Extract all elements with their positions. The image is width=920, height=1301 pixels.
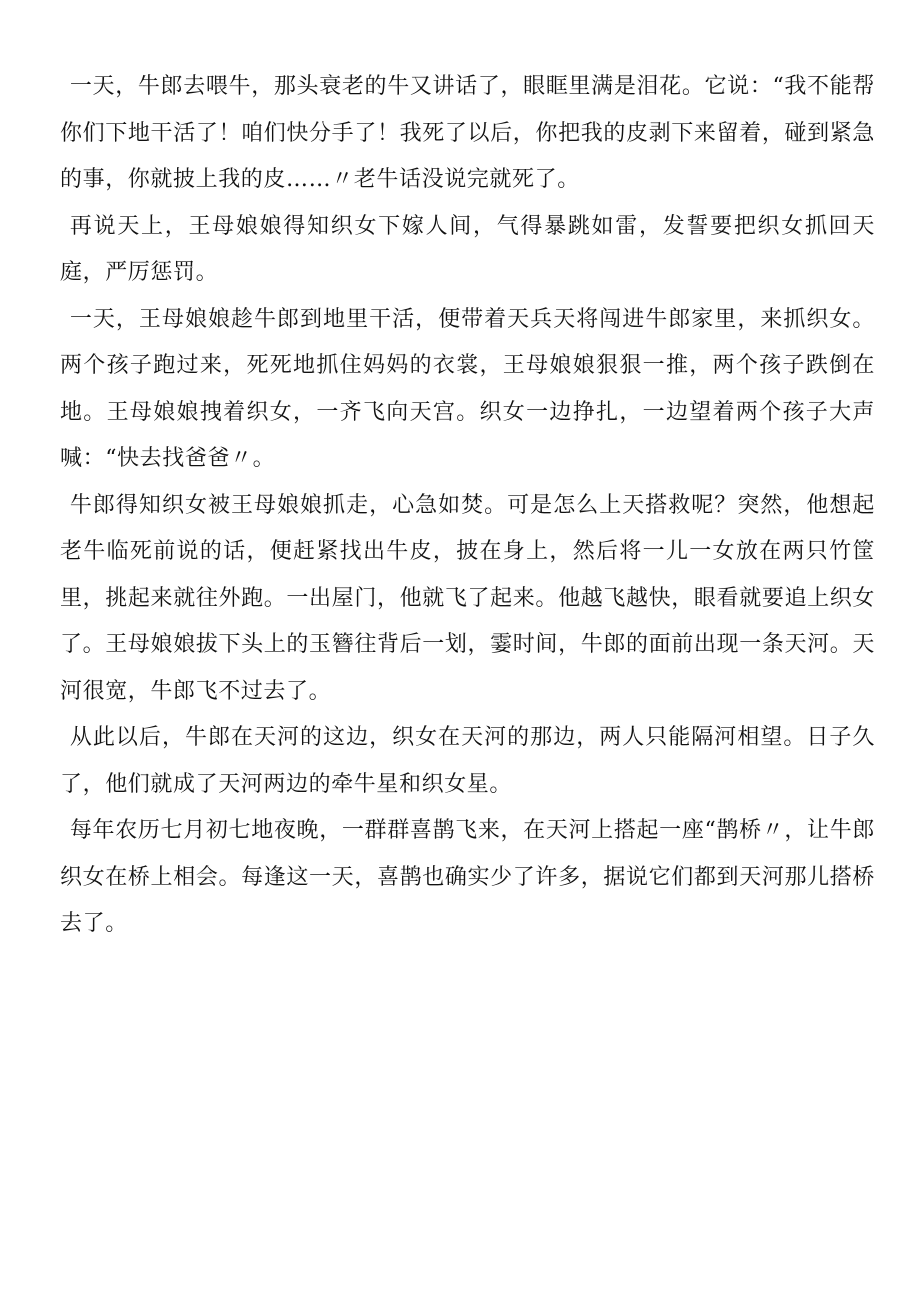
- paragraph-old-ox-dies: 一天，牛郎去喂牛，那头衰老的牛又讲话了，眼眶里满是泪花。它说：“我不能帮你们下地干活了！咱们快分手了！我死了以后，你把我的皮剥下来留着，碰到紧急的事，你就披上我的皮……〃老牛话没说完就死了。: [60, 74, 875, 192]
- paragraph-weaver-girl-taken: 一天，王母娘娘趁牛郎到地里干活，便带着天兵天将闯进牛郎家里，来抓织女。两个孩子跑过来，死死地抓住妈妈的衣裳，王母娘娘狠狠一推，两个孩子跌倒在地。王母娘娘拽着织女，一齐飞向天宫。织女一边挣扎，一边望着两个孩子大声喊：“快去找爸爸〃。: [60, 306, 875, 471]
- document-page: [60, 64, 875, 948]
- paragraph-cowherd-pursues: 牛郎得知织女被王母娘娘抓走，心急如焚。可是怎么上天搭救呢？突然，他想起老牛临死前说的话，便赶紧找出牛皮，披在身上，然后将一儿一女放在两只竹筐里，挑起来就往外跑。一出屋门，他就飞了起来。他越飞越快，眼看就要追上织女了。王母娘娘拔下头上的玉簪往背后一划，霎时间，牛郎的面前出现一条天河。天河很宽，牛郎飞不过去了。: [60, 492, 875, 704]
- paragraph-queen-mother-angry: 再说天上，王母娘娘得知织女下嫁人间，气得暴跳如雷，发誓要把织女抓回天庭，严厉惩罚。: [60, 213, 875, 285]
- paragraph-separated-by-river: 从此以后，牛郎在天河的这边，织女在天河的那边，两人只能隔河相望。日子久了，他们就成了天河两边的牵牛星和织女星。: [60, 725, 875, 797]
- paragraph-magpie-bridge: 每年农历七月初七地夜晚，一群群喜鹊飞来，在天河上搭起一座“鹊桥〃，让牛郎织女在桥上相会。每逢这一天，喜鹊也确实少了许多，据说它们都到天河那儿搭桥去了。: [60, 818, 875, 936]
